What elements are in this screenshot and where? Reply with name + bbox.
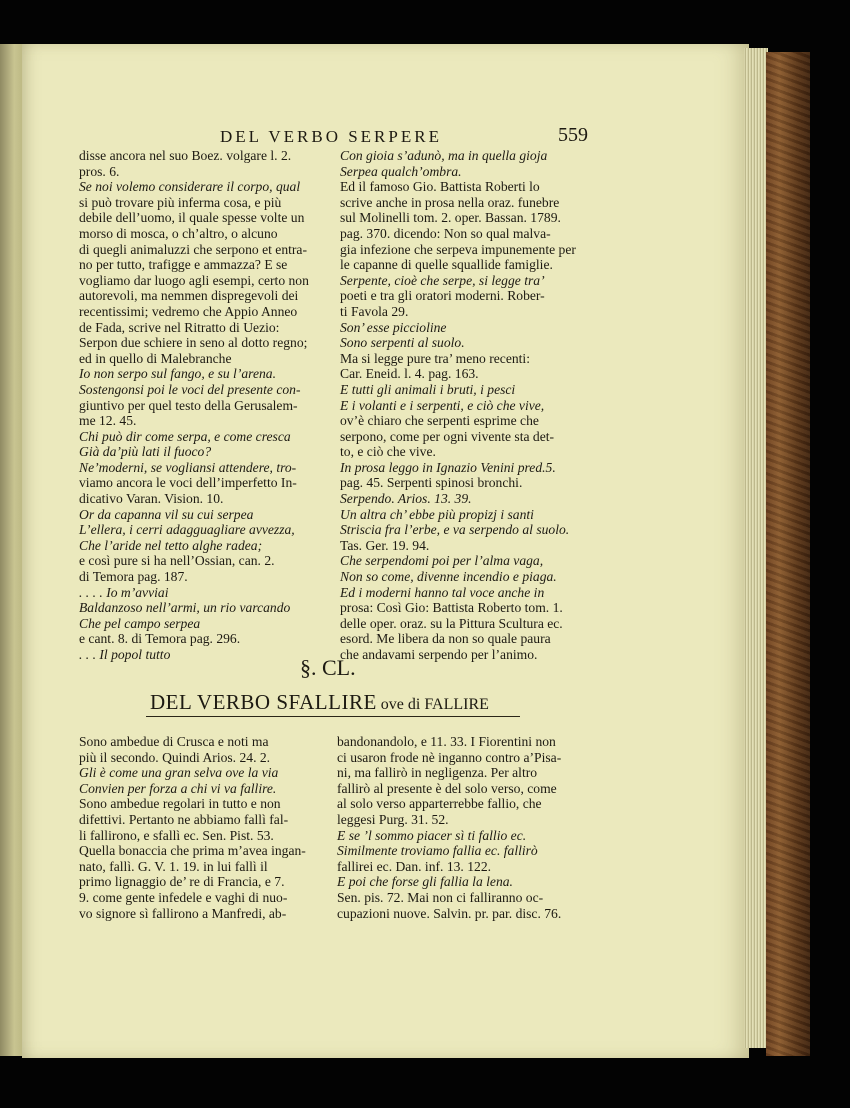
text-line: Ed i moderni hanno tal voce anche in [340, 584, 545, 600]
text-line: serpono, come per ogni vivente sta det- [340, 428, 555, 444]
text-line: ci usaron frode nè inganno contro a’Pisa- [337, 749, 562, 765]
section-number: §. CL. [300, 655, 356, 680]
text-line: Serpente, cioè che serpe, si legge tra’ [340, 272, 545, 288]
text-line: Or da capanna vil su cui serpea [79, 506, 254, 522]
text-line: e cant. 8. di Temora pag. 296. [79, 631, 241, 647]
text-line: Serpon due schiere in seno al dotto regno; [79, 335, 308, 351]
text-line: viamo ancora le voci dell’imperfetto In- [79, 475, 297, 491]
text-line: Ed il famoso Gio. Battista Roberti lo [340, 179, 540, 195]
text-line: giuntivo per quel testo della Gerusalem- [79, 397, 298, 413]
text-line: E se ’l sommo piacer sì ti fallio ec. [337, 827, 527, 843]
text-line: poeti e tra gli oratori moderni. Rober- [340, 288, 545, 304]
text-line: pros. 6. [79, 163, 120, 179]
text-line: Non so come, divenne incendio e piaga. [340, 569, 557, 585]
text-line: me 12. 45. [79, 413, 137, 429]
text-line: Chi può dir come serpa, e come cresca [79, 428, 291, 444]
chapter-title-main: DEL VERBO SFALLIRE [150, 690, 377, 714]
text-line: Convien per forza a chi vi va fallire. [79, 780, 277, 796]
page-edges [744, 48, 768, 1048]
text-line: Car. Eneid. l. 4. pag. 163. [340, 366, 479, 382]
text-line: le capanne di quelle squallide famiglie. [340, 257, 553, 273]
text-line: Sono serpenti al suolo. [340, 335, 465, 351]
text-line: morso di mosca, o ch’altro, o alcuno [79, 225, 278, 241]
text-line: Che serpendomi poi per l’alma vaga, [340, 553, 544, 569]
text-line: vo signore sì fallirono a Manfredi, ab- [79, 905, 287, 921]
text-line: Baldanzoso nell’armi, un rio varcando [79, 600, 291, 616]
text-line: fallirei ec. Dan. inf. 13. 122. [337, 858, 492, 874]
text-line: delle oper. oraz. su la Pittura Scultura ec. [340, 615, 563, 631]
text-line: più il secondo. Quindi Arios. 24. 2. [79, 749, 271, 765]
text-line: de Fada, scrive nel Ritratto di Uezio: [79, 319, 280, 335]
text-line: no per tutto, trafigge e ammazza? E se [79, 257, 288, 273]
text-line: Similmente troviamo fallia ec. fallirò [337, 843, 538, 859]
text-line: autorevoli, ma nemmen dispregevoli dei [79, 288, 299, 304]
running-head: DEL VERBO SERPERE [220, 127, 442, 146]
text-line: Serpendo. Arios. 13. 39. [340, 491, 472, 507]
text-line: Sen. pis. 72. Mai non ci falliranno oc- [337, 889, 544, 905]
text-line: Quella bonaccia che prima m’avea ingan- [79, 843, 306, 859]
page-number: 559 [558, 124, 588, 146]
text-line: pag. 370. dicendo: Non so qual malva- [340, 225, 551, 241]
text-line: scrive anche in prosa nella oraz. funebre [340, 194, 560, 210]
text-line: Ne’moderni, se vogliansi attendere, tro- [79, 459, 297, 475]
text-line: gia infezione che serpeva impunemente per [340, 241, 576, 257]
text-line: Già da’più lati il fuoco? [79, 444, 212, 460]
bottom-right-column [337, 734, 607, 921]
text-line: cupazioni nuove. Salvin. pr. par. disc. 76. [337, 905, 562, 921]
text-line: ti Favola 29. [340, 303, 409, 319]
text-line: di Temora pag. 187. [79, 569, 188, 585]
text-line: Sono ambedue di Crusca e noti ma [79, 734, 269, 749]
text-line: 9. come gente infedele e vaghi di nuo- [79, 889, 288, 905]
text-line: to, e ciò che vive. [340, 444, 436, 460]
text-line: che andavami serpendo per l’animo. [340, 647, 538, 662]
text-line: leggesi Purg. 31. 52. [337, 811, 449, 827]
text-line: . . . Il popol tutto [79, 647, 171, 662]
text-line: . . . . Io m’avviai [79, 584, 169, 600]
text-line: Tas. Ger. 19. 94. [340, 537, 430, 553]
text-line: vogliamo dar luogo agli esempi, certo non [79, 272, 309, 288]
text-line: ov’è chiaro che serpenti esprime che [340, 413, 539, 429]
text-line: si può trovare più inferma cosa, e più [79, 194, 282, 210]
text-line: debile dell’uomo, il quale spesse volte un [79, 210, 305, 226]
text-line: Serpea qualch’ombra. [340, 163, 462, 179]
text-line: dicativo Varan. Vision. 10. [79, 491, 224, 507]
text-line: Se noi volemo considerare il corpo, qual [79, 179, 301, 195]
text-line: primo lignaggio de’ re di Francia, e 7. [79, 874, 285, 890]
text-line: sul Molinelli tom. 2. oper. Bassan. 1789. [340, 210, 561, 226]
text-line: li fallirono, e sfallì ec. Sen. Pist. 53. [79, 827, 274, 843]
text-line: Gli è come una gran selva ove la via [79, 765, 279, 781]
text-line: difettivi. Pertanto ne abbiamo fallì fal- [79, 811, 289, 827]
text-line: ni, ma fallirò in negligenza. Per altro [337, 765, 538, 781]
text-line: Ma si legge pure tra’ meno recenti: [340, 350, 530, 366]
text-line: e così pure si ha nell’Ossian, can. 2. [79, 553, 275, 569]
bottom-left-column [79, 734, 337, 921]
left-column [79, 148, 339, 663]
text-line: Con gioia s’adunò, ma in quella gioja [340, 148, 548, 163]
text-line: Che pel campo serpea [79, 615, 201, 631]
text-line: ed in quello di Malebranche [79, 350, 232, 366]
leather-cover [766, 52, 810, 1056]
text-line: E i volanti e i serpenti, e ciò che vive, [340, 397, 545, 413]
text-line: recentissimi; vedremo che Appio Anneo [79, 303, 298, 319]
text-line: Sono ambedue regolari in tutto e non [79, 796, 281, 812]
text-line: E poi che forse gli fallia la lena. [337, 874, 513, 890]
text-line: bandonandolo, e 11. 33. I Fiorentini non [337, 734, 556, 749]
text-line: In prosa leggo in Ignazio Venini pred.5. [340, 459, 556, 475]
text-line: prosa: Così Gio: Battista Roberto tom. 1. [340, 600, 563, 616]
text-line: Son’ esse piccioline [340, 319, 447, 335]
text-line: Sostengonsi poi le voci del presente con- [79, 381, 301, 397]
chapter-title [150, 690, 489, 715]
text-line: Io non serpo sul fango, e su l’arena. [79, 366, 276, 382]
text-line: Striscia fra l’erbe, e va serpendo al suolo. [340, 522, 570, 538]
title-rule [146, 716, 520, 717]
text-line: Che l’aride nel tetto alghe radea; [79, 537, 263, 553]
text-line: fallirò al presente è del solo verso, come [337, 780, 557, 796]
text-line: Un altra ch’ ebbe più propizj i santi [340, 506, 534, 522]
text-line: nato, fallì. G. V. 1. 19. in lui fallì il [79, 858, 268, 874]
text-line: al solo verso apparterrebbe fallio, che [337, 796, 542, 812]
text-line: L’ellera, i cerri adagguagliare avvezza, [79, 522, 295, 538]
text-line: di quegli animaluzzi che serpono et entra- [79, 241, 307, 257]
text-line: esord. Me libera da non so quale paura [340, 631, 551, 647]
chapter-title-rest: ove di FALLIRE [376, 696, 489, 713]
text-line: pag. 45. Serpenti spinosi bronchi. [340, 475, 523, 491]
right-column [340, 148, 610, 663]
text-line: disse ancora nel suo Boez. volgare l. 2. [79, 148, 292, 163]
text-line: E tutti gli animali i bruti, i pesci [340, 381, 516, 397]
